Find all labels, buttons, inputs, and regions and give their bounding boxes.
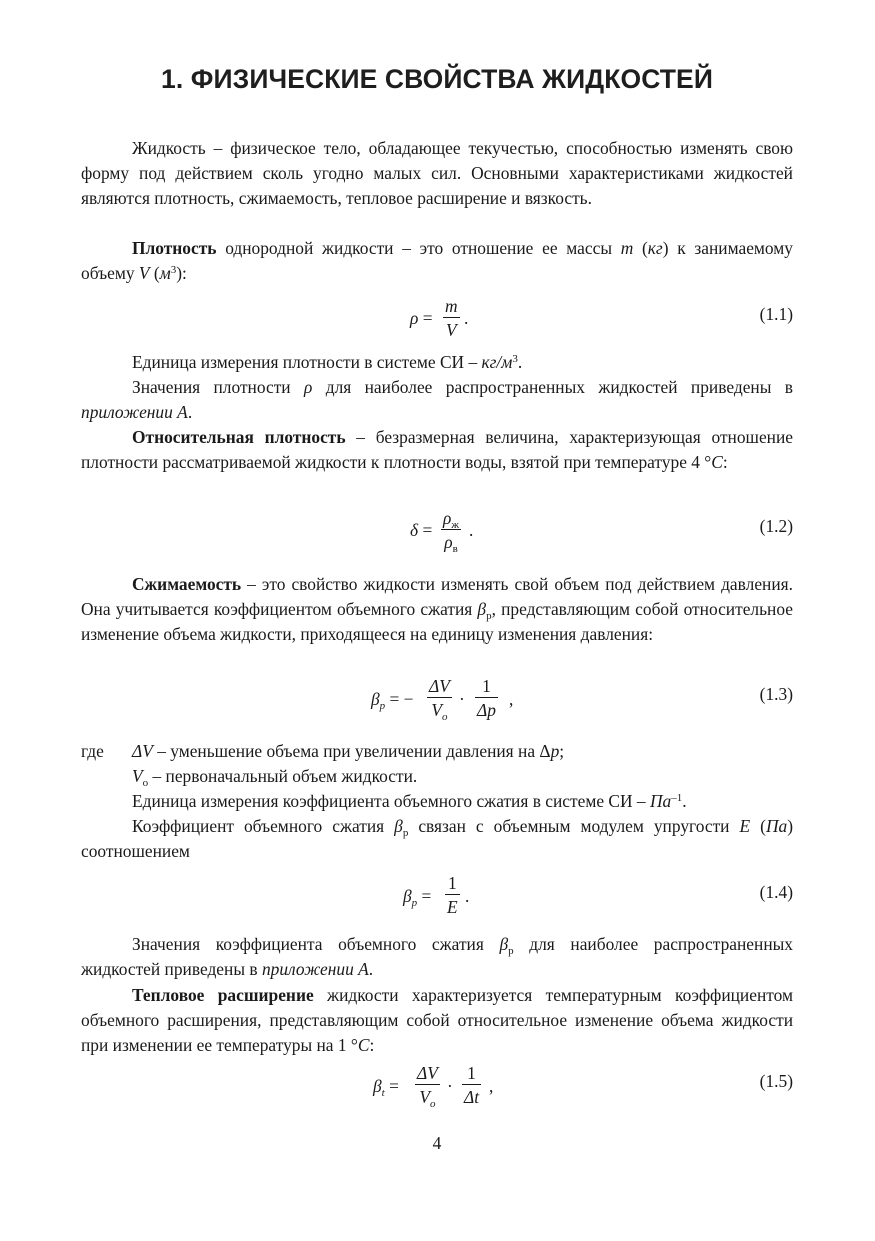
text-segment: :	[369, 1035, 375, 1055]
numerator: 1	[475, 675, 498, 698]
numerator: ΔV	[417, 1063, 438, 1083]
formula-1-3	[81, 675, 793, 731]
text-segment: для наиболее распространенных жидкостей приведены в	[81, 934, 794, 979]
subscript: в	[452, 543, 458, 555]
fraction	[427, 675, 452, 722]
symbol-beta: β	[371, 689, 380, 709]
exponent: 3	[512, 353, 518, 365]
text-segment: Значения коэффициента объемного сжатия	[132, 934, 500, 954]
punctuation: ,	[509, 689, 514, 709]
text-segment: ) соотношением	[81, 816, 793, 861]
denominator: Δp	[477, 700, 496, 720]
paragraph-density-values	[81, 375, 793, 425]
subscript: t	[381, 1087, 385, 1099]
numerator: ΔV	[429, 676, 450, 696]
exponent: 3	[170, 264, 177, 276]
fraction	[445, 872, 460, 919]
text-segment: Единица измерения плотности в системе СИ –	[132, 352, 482, 372]
text-segment: .	[368, 959, 374, 979]
unit-kg: кг	[647, 238, 663, 258]
symbol-V: V	[138, 263, 150, 283]
where-item-delta-v	[132, 739, 564, 764]
numerator: ρ	[443, 508, 452, 528]
text-segment: .	[187, 402, 193, 422]
fraction	[415, 1062, 440, 1109]
punctuation: ,	[489, 1076, 494, 1096]
denominator: V	[419, 1087, 430, 1107]
chapter-title: 1. ФИЗИЧЕСКИЕ СВОЙСТВА ЖИДКОСТЕЙ	[161, 64, 713, 94]
paragraph-relative-density	[81, 425, 793, 475]
formula-1-5	[81, 1062, 793, 1118]
equals-sign: =	[417, 886, 432, 906]
text-segment: (	[633, 238, 648, 258]
appendix-reference: приложении А	[261, 959, 369, 979]
symbol-delta: δ	[410, 520, 419, 540]
subscript: p	[402, 827, 409, 839]
text-segment: жидкости характеризуется температурным коэффициентом объемного расширения, представляющим собой относительное изменение объема жидкости при изменении ее температуры на 1 °	[81, 985, 794, 1055]
symbol-p: p	[550, 741, 560, 761]
multiplication-dot: ·	[447, 1076, 453, 1096]
fraction	[443, 295, 460, 342]
subscript: o	[142, 777, 149, 789]
symbol-rho: ρ	[410, 308, 419, 328]
formula-1-4	[81, 872, 793, 922]
text-segment: – безразмерная величина, характеризующая отношение плотности рассматриваемой жидкости к плотности воды, взятой при температуре 4 °	[81, 427, 793, 472]
symbol-beta: β	[499, 934, 509, 954]
subscript: p	[508, 945, 514, 957]
punctuation: .	[465, 886, 470, 906]
paragraph-compressibility-values	[81, 932, 793, 982]
subscript: p	[486, 610, 492, 622]
unit-pa: Па	[649, 791, 672, 811]
symbol-rho: ρ	[303, 377, 313, 397]
term-density: Плотность	[132, 238, 217, 258]
denominator: V	[445, 320, 457, 340]
equation-number: (1.4)	[759, 882, 793, 902]
unit-celsius: C	[357, 1035, 370, 1055]
text-segment: .	[682, 791, 687, 811]
fraction	[462, 1062, 481, 1109]
paragraph-compressibility	[81, 572, 793, 647]
equals-sign: =	[384, 1076, 399, 1096]
text-segment: , представляющим собой относительное изменение объема жидкости, приходящееся на единицу изменения давления:	[81, 599, 793, 644]
text-segment: (	[750, 816, 766, 836]
text-segment: Значения плотности	[132, 377, 304, 397]
equation-number: (1.3)	[759, 684, 793, 704]
text-segment: Единица измерения коэффициента объемного сжатия в системе СИ –	[132, 791, 650, 811]
denominator: ρ	[444, 532, 453, 552]
symbol-beta: β	[477, 599, 487, 619]
text-segment: :	[722, 452, 728, 472]
where-item-v0	[132, 764, 417, 789]
unit-kg-m: кг/м	[481, 352, 513, 372]
text-segment: связан с объемным модулем упругости	[408, 816, 740, 836]
symbol-beta: β	[403, 886, 412, 906]
text-segment: ;	[559, 741, 565, 761]
numerator: 1	[445, 872, 460, 895]
symbol-beta: β	[373, 1076, 382, 1096]
formula-1-1	[81, 295, 793, 345]
subscript: ж	[451, 519, 459, 531]
formula-1-2	[81, 507, 793, 559]
page-number: 4	[432, 1133, 442, 1153]
term-thermal-expansion: Тепловое расширение	[132, 985, 314, 1005]
text-segment: Коэффициент объемного сжатия	[132, 816, 395, 836]
symbol-E: E	[739, 816, 751, 836]
where-label: где	[81, 741, 104, 761]
equation-number: (1.1)	[759, 304, 793, 324]
punctuation: .	[464, 308, 469, 328]
text-segment: – уменьшение объема при увеличении давления на Δ	[152, 741, 551, 761]
appendix-reference: приложении А	[81, 402, 188, 422]
paragraph-density-unit	[81, 350, 793, 375]
exponent: –1	[671, 792, 683, 804]
paragraph-liquid-definition: Жидкость – физическое тело, обладающее текучестью, способностью изменять свою форму под действием сколь угодно малых сил. Основными характеристиками жидкостей являются плотность, сжимаемость, тепловое расширение и вязкость.	[81, 138, 793, 208]
multiplication-dot: ·	[459, 689, 465, 709]
unit-pa: Па	[765, 816, 788, 836]
subscript: p	[379, 700, 386, 712]
subscript: o	[441, 711, 448, 723]
symbol-V: V	[132, 766, 143, 786]
unit-m: м	[159, 263, 171, 283]
equals-minus: = −	[385, 689, 414, 709]
equation-number: (1.5)	[759, 1071, 793, 1091]
numerator: 1	[462, 1062, 481, 1085]
paragraph-elastic-modulus	[81, 814, 793, 864]
denominator: E	[447, 897, 458, 917]
text-segment: (	[149, 263, 160, 283]
text-segment: для наиболее распространенных жидкостей приведены в	[312, 377, 793, 397]
denominator: V	[431, 700, 442, 720]
equals-sign: =	[418, 520, 433, 540]
text-segment: .	[517, 352, 523, 372]
text-segment: ):	[176, 263, 187, 283]
text-segment: – первоначальный объем жидкости.	[148, 766, 418, 786]
paragraph-density	[81, 236, 793, 286]
punctuation: .	[469, 520, 474, 540]
denominator: Δt	[464, 1087, 480, 1107]
symbol-beta: β	[394, 816, 403, 836]
equation-number: (1.2)	[759, 516, 793, 536]
text-segment: – это свойство жидкости изменять свой объем под действием давления. Она учитывается коэффициентом объемного сжатия	[81, 574, 793, 619]
numerator: m	[445, 296, 458, 316]
symbol-m: m	[620, 238, 634, 258]
subscript: o	[429, 1098, 436, 1110]
term-compressibility: Сжимаемость	[132, 574, 242, 594]
document-page	[81, 0, 793, 1241]
fraction	[475, 675, 498, 722]
text-segment: однородной жидкости – это отношение ее массы	[216, 238, 621, 258]
paragraph-thermal-expansion	[81, 983, 793, 1058]
paragraph-compressibility-unit	[81, 789, 793, 814]
symbol-delta-v: ΔV	[132, 741, 153, 761]
text-segment: ) к занимаемому объему	[81, 238, 793, 283]
term-relative-density: Относительная плотность	[132, 427, 346, 447]
unit-celsius: C	[711, 452, 723, 472]
subscript: p	[411, 897, 418, 909]
equals-sign: =	[418, 308, 433, 328]
fraction	[441, 507, 461, 554]
